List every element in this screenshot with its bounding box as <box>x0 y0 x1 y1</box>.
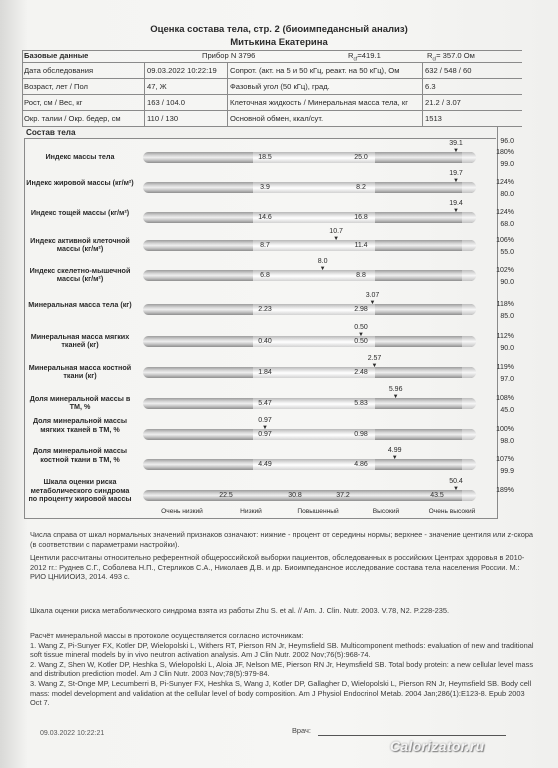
base-data-table <box>22 50 522 128</box>
patient-value: 0.97 <box>258 417 272 424</box>
bar-end-cap <box>462 336 476 347</box>
norm-low-value: 2.23 <box>258 306 272 313</box>
header-row-value: 47, Ж <box>147 82 167 91</box>
norm-bar <box>143 152 476 163</box>
value-marker-icon: ▼ <box>369 300 376 306</box>
header-top-row <box>22 50 522 61</box>
row-label: Индекс активной клеточной массы (кг/м²) <box>30 235 130 253</box>
device-label: Прибор N 3796 <box>202 51 256 60</box>
value-marker-icon: ▼ <box>319 266 326 272</box>
value-marker-icon: ▼ <box>453 208 459 214</box>
percent-of-norm: 107% <box>496 456 514 463</box>
norm-high-value: 0.98 <box>354 431 368 438</box>
bar-end-cap <box>462 459 476 470</box>
norm-high-value: 8.8 <box>356 272 366 279</box>
percent-of-norm: 180% <box>496 149 514 156</box>
norm-low-value: 8.7 <box>260 242 270 249</box>
header-row-param: Сопрот. (акт. на 5 и 50 кГц, реакт. на 50 кГц), Ом <box>230 66 400 75</box>
norm-bar <box>143 240 476 251</box>
norm-bar <box>143 429 476 440</box>
value-marker-icon: ▼ <box>453 148 459 154</box>
header-row-param-value: 632 / 548 / 60 <box>425 66 472 75</box>
centile-value: 85.0 <box>500 313 514 320</box>
norm-bar <box>143 459 476 470</box>
norm-low-value: 0.40 <box>258 338 272 345</box>
right-top-value: 96.0 <box>500 138 514 145</box>
bar-end-cap <box>462 212 476 223</box>
risk-category: Очень низкий <box>161 508 203 515</box>
header-row-label: Окр. талии / Окр. бедер, см <box>24 114 121 123</box>
centile-value: 68.0 <box>500 221 514 228</box>
patient-value: 19.4 <box>449 200 463 207</box>
centile-value: 90.0 <box>500 279 514 286</box>
percent-of-norm: 108% <box>496 395 514 402</box>
footer-date: 09.03.2022 10:22:21 <box>40 730 105 737</box>
norm-high-value: 16.8 <box>354 214 368 221</box>
report-title: Оценка состава тела, стр. 2 (биоимпедансный анализ) <box>150 24 408 35</box>
norm-low-value: 0.97 <box>258 431 272 438</box>
percent-of-norm: 124% <box>496 179 514 186</box>
norm-high-value: 5.83 <box>354 400 368 407</box>
row-label: Индекс скелетно-мышечной массы (кг/м²) <box>29 265 131 283</box>
centile-value: 99.0 <box>500 161 514 168</box>
percent-of-norm: 124% <box>496 209 514 216</box>
norm-low-value: 1.84 <box>258 369 272 376</box>
row-label: Доля минеральной массы костной ткани в ТМ, % <box>32 446 128 464</box>
patient-value: 8.0 <box>317 258 328 265</box>
signature-label: Врач: <box>292 726 311 735</box>
risk-threshold: 43.5 <box>430 492 444 499</box>
percent-of-norm: 118% <box>496 301 514 308</box>
bar-end-cap <box>462 490 476 501</box>
header-row <box>22 113 522 124</box>
norm-low-value: 3.9 <box>260 184 270 191</box>
header-row <box>22 65 522 76</box>
value-marker-icon: ▼ <box>371 363 378 369</box>
risk-category: Повышенный <box>297 508 339 515</box>
signature-line <box>318 735 506 736</box>
patient-value: 0.50 <box>354 324 368 331</box>
bar-end-cap <box>462 398 476 409</box>
centile-value: 99.9 <box>500 468 514 475</box>
row-label: Индекс массы тела <box>45 151 115 161</box>
patient-value: 5.96 <box>388 386 403 393</box>
norm-high-value: 0.50 <box>354 338 368 345</box>
norm-bar <box>143 270 476 281</box>
bar-end-cap <box>462 367 476 378</box>
norm-bar <box>143 336 476 347</box>
header-row-param-value: 1513 <box>425 114 442 123</box>
risk-category: Высокий <box>372 508 400 515</box>
norm-high-value: 2.48 <box>354 369 368 376</box>
centile-value: 80.0 <box>500 191 514 198</box>
norm-low-value: 18.5 <box>258 154 272 161</box>
risk-threshold: 22.5 <box>219 492 233 499</box>
percent-of-norm: 119% <box>496 364 514 371</box>
bar-end-cap <box>462 182 476 193</box>
header-row-label: Дата обследования <box>24 66 94 75</box>
percent-of-norm: 106% <box>496 237 514 244</box>
value-marker-icon: ▼ <box>453 178 459 184</box>
patient-value: 2.57 <box>367 355 382 362</box>
patient-value: 39.1 <box>449 140 463 147</box>
norm-bar <box>143 212 476 223</box>
risk-threshold: 37.2 <box>336 492 350 499</box>
norm-low-value: 4.49 <box>258 461 272 468</box>
norm-bar <box>143 490 476 501</box>
row-label: Шкала оценки риска метаболического синдрома по проценту жировой массы <box>28 477 132 503</box>
patient-value: 3.07 <box>365 292 380 299</box>
header-row-param: Клеточная жидкость / Минеральная масса тела, кг <box>230 98 408 107</box>
patient-value: 50.4 <box>449 478 463 485</box>
patient-value: 10.7 <box>329 228 343 235</box>
rcf-value: $R_{cf}=419.1$ <box>348 51 381 61</box>
norm-bar <box>143 182 476 193</box>
centile-value: 90.0 <box>500 345 514 352</box>
centile-value: 97.0 <box>500 376 514 383</box>
percent-of-norm: 102% <box>496 267 514 274</box>
row-label: Индекс тощей массы (кг/м²) <box>30 207 130 217</box>
header-row-label: Возраст, лет / Пол <box>24 82 88 91</box>
norm-bar <box>143 398 476 409</box>
value-marker-icon: ▼ <box>391 455 398 461</box>
watermark-logo: Calorizator.ru <box>390 738 485 754</box>
header-row-param: Основной обмен, ккал/сут. <box>230 114 324 123</box>
bar-end-cap <box>462 270 476 281</box>
row-label: Минеральная масса тела (кг) <box>28 299 132 309</box>
header-row-param-value: 6.3 <box>425 82 436 91</box>
bar-end-cap <box>462 152 476 163</box>
header-row-value: 110 / 130 <box>147 114 179 123</box>
base-data-label: Базовые данные <box>24 51 89 60</box>
row-label: Индекс жировой массы (кг/м²) <box>26 177 134 187</box>
note-paragraph: Шкала оценки риска метаболического синдрома взята из работы Zhu S. et al. // Am. J. Clin. Nutr. 2003. V.78, N2. P.228-235. <box>30 606 450 615</box>
norm-bar <box>143 304 476 315</box>
bar-end-cap <box>462 429 476 440</box>
norm-high-value: 25.0 <box>354 154 368 161</box>
row-label: Минеральная масса костной ткани (кг) <box>28 362 132 380</box>
percent-of-norm: 112% <box>496 333 514 340</box>
percent-of-norm: 100% <box>496 426 514 433</box>
norm-bar <box>143 367 476 378</box>
header-row-value: 163 / 104.0 <box>147 98 186 107</box>
centile-value: 98.0 <box>500 438 514 445</box>
header-row-param: Фазовый угол (50 кГц), град. <box>230 82 330 91</box>
norm-low-value: 6.8 <box>260 272 270 279</box>
header-row-value: 09.03.2022 10:22:19 <box>147 66 217 75</box>
note-paragraph: Расчёт минеральной массы в протоколе осуществляется согласно источникам: 1. Wang Z, Pi-Sunyer FX, Kotler DP, Wielopolski L, Withers RT, Pierson RN Jr, Heymsfield SB. Multicomponent methods: evaluation of new and traditional soft tissue mineral models by in vivo neutron activation analysis. Am J Clin Nutr. 2002 Nov;76(5):968-74. 2. Wang Z, Shen W, Kotler DP, Heshka S, Wielopolski L, Aloia JF, Nelson ME, Pierson RN Jr, Heymsfield SB. Total body protein: a new cellular level mass and distribution prediction model. Am J Clin Nutr. 2003 Nov;78(5):979-84. 3. Wang Z, St-Onge MP, Lecumberri B, Pi-Sunyer FX, Heshka S, Wang J, Kotler DP, Gallagher D, Wielopolski L, Pierson RN Jr, Heymsfield SB. Body cell mass: model development and validation at the cellular level of body composition. Am J Physiol Endocrinol Metab. 2004 Jan;286(1):E123-8. Epub 2003 Oct 7. <box>30 631 534 708</box>
bar-end-cap <box>462 304 476 315</box>
norm-high-value: 2.98 <box>354 306 368 313</box>
patient-value: 19.7 <box>449 170 463 177</box>
norm-low-value: 5.47 <box>258 400 272 407</box>
header-row <box>22 81 522 92</box>
row-label: Доля минеральной массы в ТМ, % <box>29 393 131 411</box>
patient-value: 4.99 <box>387 447 402 454</box>
norm-high-value: 11.4 <box>354 242 368 249</box>
centile-value: 45.0 <box>500 407 514 414</box>
risk-category: Низкий <box>240 508 262 515</box>
note-paragraph: Числа справа от шкал нормальных значений признаков означают: нижние - процент от середины нормы; верхнее - значение центиля или z-скора (в соответствии с параметрами настройки). <box>30 530 534 549</box>
norm-low-value: 14.6 <box>258 214 272 221</box>
header-row <box>22 97 522 108</box>
value-marker-icon: ▼ <box>262 425 268 431</box>
norm-high-value: 8.2 <box>356 184 366 191</box>
note-paragraph: Центили рассчитаны относительно референтной общероссийской выборки пациентов, обследованных в российских Центрах здоровья в 2010-2012 гг.: Руднев С.Г., Соболева Н.П., Стерликов С.А., Николаев Д.В. и др. Биоимпедансное исследование состава тела населения России. М.: РИО ЦНИИОИЗ, 2014. 493 с. <box>30 553 525 582</box>
percent-of-norm: 189% <box>496 487 514 494</box>
risk-threshold: 30.8 <box>288 492 302 499</box>
patient-name: Митькина Екатерина <box>230 37 328 48</box>
norm-high-value: 4.86 <box>354 461 368 468</box>
centile-value: 55.0 <box>500 249 514 256</box>
value-marker-icon: ▼ <box>333 236 340 242</box>
section-title: Состав тела <box>24 126 496 139</box>
value-marker-icon: ▼ <box>358 332 364 338</box>
bar-end-cap <box>462 240 476 251</box>
row-label: Доля минеральной массы мягких тканей в ТМ, % <box>32 416 128 434</box>
row-label: Минеральная масса мягких тканей (кг) <box>30 331 130 349</box>
value-marker-icon: ▼ <box>392 394 399 400</box>
header-row-label: Рост, см / Вес, кг <box>24 98 83 107</box>
header-row-param-value: 21.2 / 3.07 <box>425 98 461 107</box>
rcl-value: $R_{cl}= 357.0$ Ом <box>427 51 475 61</box>
value-marker-icon: ▼ <box>453 486 459 492</box>
risk-category: Очень высокий <box>428 508 476 515</box>
